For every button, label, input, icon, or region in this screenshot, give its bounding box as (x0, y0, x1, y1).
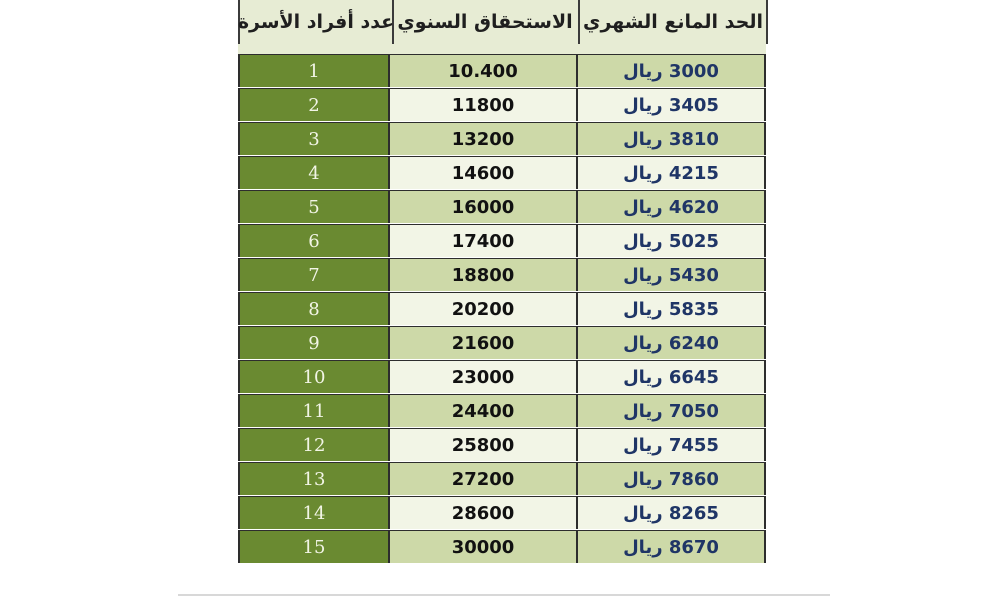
table-row (238, 428, 766, 461)
family-count-cell: 2 (238, 89, 390, 121)
family-count-cell: 3 (238, 123, 390, 155)
header-family-members: عدد أفراد الأسرة (238, 0, 394, 44)
annual-entitlement-cell: 21600 (390, 327, 578, 359)
annual-entitlement-cell: 10.400 (390, 55, 578, 87)
monthly-limit-cell: 4215 ريال (578, 157, 766, 189)
annual-entitlement-cell: 24400 (390, 395, 578, 427)
annual-entitlement-cell: 30000 (390, 531, 578, 563)
annual-entitlement-cell: 18800 (390, 259, 578, 291)
table-row (238, 462, 766, 495)
monthly-limit-cell: 3810 ريال (578, 123, 766, 155)
monthly-limit-cell: 3000 ريال (578, 55, 766, 87)
table-row (238, 360, 766, 393)
family-count-cell: 11 (238, 395, 390, 427)
annual-entitlement-cell: 25800 (390, 429, 578, 461)
entitlement-table (238, 0, 766, 577)
monthly-limit-cell: 7860 ريال (578, 463, 766, 495)
monthly-limit-cell: 6645 ريال (578, 361, 766, 393)
family-count-cell: 15 (238, 531, 390, 563)
monthly-limit-cell: 7455 ريال (578, 429, 766, 461)
header-monthly-limit: الحد المانع الشهري (580, 0, 768, 44)
family-count-cell: 6 (238, 225, 390, 257)
table-row (238, 224, 766, 257)
table-row (238, 292, 766, 325)
table-row (238, 530, 766, 563)
table-row (238, 190, 766, 223)
family-count-cell: 4 (238, 157, 390, 189)
table-row (238, 122, 766, 155)
monthly-limit-cell: 8265 ريال (578, 497, 766, 529)
annual-entitlement-cell: 11800 (390, 89, 578, 121)
annual-entitlement-cell: 23000 (390, 361, 578, 393)
family-count-cell: 12 (238, 429, 390, 461)
annual-entitlement-cell: 14600 (390, 157, 578, 189)
family-count-cell: 14 (238, 497, 390, 529)
table-row (238, 156, 766, 189)
table-row (238, 258, 766, 291)
monthly-limit-cell: 8670 ريال (578, 531, 766, 563)
annual-entitlement-cell: 13200 (390, 123, 578, 155)
family-count-cell: 5 (238, 191, 390, 223)
table-row (238, 326, 766, 359)
family-count-cell: 8 (238, 293, 390, 325)
annual-entitlement-cell: 20200 (390, 293, 578, 325)
monthly-limit-cell: 3405 ريال (578, 89, 766, 121)
monthly-limit-cell: 5835 ريال (578, 293, 766, 325)
monthly-limit-cell: 5430 ريال (578, 259, 766, 291)
table-row (238, 496, 766, 529)
table-row (238, 394, 766, 427)
monthly-limit-cell: 7050 ريال (578, 395, 766, 427)
annual-entitlement-cell: 16000 (390, 191, 578, 223)
family-count-cell: 9 (238, 327, 390, 359)
annual-entitlement-cell: 17400 (390, 225, 578, 257)
monthly-limit-cell: 6240 ريال (578, 327, 766, 359)
table-header (238, 0, 766, 54)
table-row (238, 54, 766, 87)
monthly-limit-cell: 5025 ريال (578, 225, 766, 257)
family-count-cell: 10 (238, 361, 390, 393)
header-annual-entitlement: الاستحقاق السنوي (392, 0, 580, 44)
monthly-limit-cell: 4620 ريال (578, 191, 766, 223)
annual-entitlement-cell: 27200 (390, 463, 578, 495)
family-count-cell: 13 (238, 463, 390, 495)
family-count-cell: 1 (238, 55, 390, 87)
annual-entitlement-cell: 28600 (390, 497, 578, 529)
family-count-cell: 7 (238, 259, 390, 291)
table-row (238, 88, 766, 121)
